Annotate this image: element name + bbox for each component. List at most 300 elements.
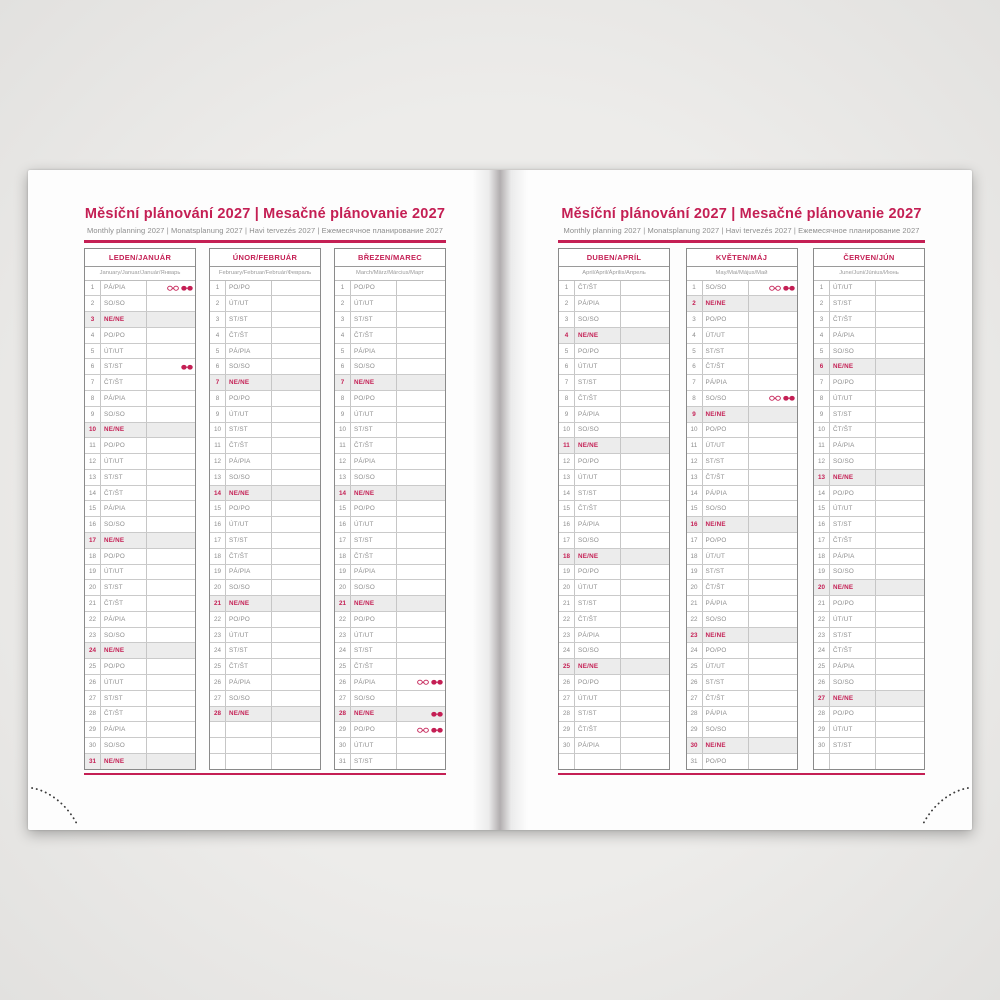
day-number: 6: [814, 359, 830, 374]
day-row: [814, 675, 924, 691]
day-row: [687, 691, 797, 707]
notes-cell: [749, 722, 797, 737]
day-row: [210, 359, 320, 375]
day-number: 23: [559, 628, 575, 643]
notes-cell: [876, 722, 924, 737]
day-number: 6: [210, 359, 226, 374]
day-row: [335, 659, 445, 675]
day-row: [559, 628, 669, 644]
notes-cell: [272, 281, 320, 296]
day-row: [210, 375, 320, 391]
day-abbrev: ST/ST: [226, 312, 272, 327]
day-number: 21: [335, 596, 351, 611]
notes-cell: [272, 501, 320, 516]
notes-cell: [621, 438, 669, 453]
month-day-grid: [210, 281, 320, 769]
day-abbrev: ČT/ŠT: [703, 691, 749, 706]
day-abbrev: ČT/ŠT: [830, 533, 876, 548]
notes-cell: [272, 738, 320, 753]
day-abbrev: ÚT/UT: [101, 454, 147, 469]
day-abbrev: [830, 754, 876, 769]
day-row: [85, 533, 195, 549]
notes-cell: [147, 533, 195, 548]
notes-cell: [749, 565, 797, 580]
day-abbrev: PÁ/PIA: [101, 722, 147, 737]
day-abbrev: ST/ST: [351, 423, 397, 438]
notes-cell: [397, 596, 445, 611]
day-number: 25: [210, 659, 226, 674]
day-abbrev: ST/ST: [101, 691, 147, 706]
notes-cell: [272, 454, 320, 469]
day-abbrev: ČT/ŠT: [226, 659, 272, 674]
notes-cell: [749, 486, 797, 501]
notes-cell: [749, 659, 797, 674]
day-number: 23: [85, 628, 101, 643]
day-abbrev: ČT/ŠT: [351, 438, 397, 453]
day-number: 17: [559, 533, 575, 548]
day-abbrev: NE/NE: [351, 486, 397, 501]
day-row: [687, 643, 797, 659]
day-row: [687, 565, 797, 581]
day-abbrev: ST/ST: [351, 643, 397, 658]
day-number: 27: [687, 691, 703, 706]
day-abbrev: SO/SO: [101, 517, 147, 532]
notes-cell: [272, 580, 320, 595]
day-abbrev: PO/PO: [226, 391, 272, 406]
notes-cell: [749, 407, 797, 422]
notes-cell: [621, 312, 669, 327]
day-abbrev: ČT/ŠT: [226, 328, 272, 343]
notes-cell: [749, 533, 797, 548]
day-abbrev: ST/ST: [575, 596, 621, 611]
day-row: [335, 344, 445, 360]
notes-cell: [876, 707, 924, 722]
day-abbrev: ČT/ŠT: [575, 722, 621, 737]
day-abbrev: SO/SO: [351, 359, 397, 374]
day-row: [814, 344, 924, 360]
day-row: [814, 659, 924, 675]
day-row: [210, 691, 320, 707]
day-abbrev: ÚT/UT: [226, 517, 272, 532]
day-row: [814, 549, 924, 565]
months-row: [84, 248, 446, 770]
day-number: 1: [814, 281, 830, 296]
notes-cell: [397, 407, 445, 422]
notes-cell: [397, 296, 445, 311]
notes-cell: [749, 549, 797, 564]
day-number: 4: [559, 328, 575, 343]
day-row: [814, 643, 924, 659]
day-number: 5: [335, 344, 351, 359]
notes-cell: [621, 486, 669, 501]
day-abbrev: ÚT/UT: [101, 565, 147, 580]
day-abbrev: NE/NE: [575, 549, 621, 564]
day-number: 22: [814, 612, 830, 627]
day-abbrev: SO/SO: [226, 580, 272, 595]
day-number: 4: [814, 328, 830, 343]
notes-cell: [621, 659, 669, 674]
day-number: 15: [559, 501, 575, 516]
notes-cell: [876, 328, 924, 343]
day-number: 22: [559, 612, 575, 627]
day-row: [335, 549, 445, 565]
notes-cell: [621, 707, 669, 722]
notes-cell: [397, 281, 445, 296]
notes-cell: [397, 359, 445, 374]
day-abbrev: ČT/ŠT: [575, 501, 621, 516]
notes-cell: [621, 549, 669, 564]
day-row: [687, 407, 797, 423]
day-abbrev: PO/PO: [226, 281, 272, 296]
notes-cell: [272, 423, 320, 438]
day-number: 3: [814, 312, 830, 327]
day-abbrev: ST/ST: [703, 675, 749, 690]
day-number: 26: [559, 675, 575, 690]
notes-cell: [621, 344, 669, 359]
day-row: [814, 596, 924, 612]
day-number: 2: [85, 296, 101, 311]
day-number: 8: [687, 391, 703, 406]
notes-cell: [272, 675, 320, 690]
day-number: 13: [687, 470, 703, 485]
month-title: ÚNOR/FEBRUÁR: [210, 249, 320, 267]
day-number: 25: [687, 659, 703, 674]
day-number: 13: [210, 470, 226, 485]
day-row: [210, 296, 320, 312]
notes-cell: [876, 580, 924, 595]
day-row: [687, 628, 797, 644]
notes-cell: [272, 375, 320, 390]
day-abbrev: PO/PO: [575, 565, 621, 580]
day-abbrev: PÁ/PIA: [575, 407, 621, 422]
day-row: [559, 675, 669, 691]
day-number: 30: [335, 738, 351, 753]
day-number: 6: [335, 359, 351, 374]
month-column-february: [209, 248, 321, 770]
right-page: [558, 170, 925, 830]
day-abbrev: ÚT/UT: [830, 391, 876, 406]
notes-cell: [621, 565, 669, 580]
day-number: 2: [210, 296, 226, 311]
day-abbrev: ÚT/UT: [226, 407, 272, 422]
corner-stitch-dots-right: [915, 778, 969, 828]
notes-cell: [621, 738, 669, 753]
day-row: [210, 659, 320, 675]
day-number: 13: [559, 470, 575, 485]
day-abbrev: ČT/ŠT: [830, 643, 876, 658]
day-number: 16: [335, 517, 351, 532]
day-number: 31: [687, 754, 703, 769]
notes-cell: [397, 628, 445, 643]
day-abbrev: ST/ST: [226, 533, 272, 548]
notes-cell: [147, 470, 195, 485]
sk-holiday-icon: [431, 727, 443, 734]
day-row: [85, 423, 195, 439]
day-row: [687, 501, 797, 517]
day-abbrev: [226, 754, 272, 769]
day-number: 27: [559, 691, 575, 706]
notes-cell: [876, 738, 924, 753]
notes-cell: [147, 407, 195, 422]
notes-cell: [621, 423, 669, 438]
notes-cell: [397, 438, 445, 453]
notes-cell: [147, 707, 195, 722]
notes-cell: [749, 454, 797, 469]
day-row: [687, 391, 797, 407]
day-number: 14: [814, 486, 830, 501]
day-abbrev: ČT/ŠT: [226, 549, 272, 564]
day-row: [335, 565, 445, 581]
day-number: 30: [85, 738, 101, 753]
day-number: 21: [559, 596, 575, 611]
day-number: 31: [335, 754, 351, 769]
day-number: 11: [85, 438, 101, 453]
day-row: [210, 707, 320, 723]
day-row: [210, 344, 320, 360]
day-row: [814, 423, 924, 439]
day-row: [85, 375, 195, 391]
day-row: [814, 328, 924, 344]
day-abbrev: PO/PO: [703, 643, 749, 658]
notes-cell: [876, 596, 924, 611]
notes-cell: [147, 596, 195, 611]
notes-cell: [147, 612, 195, 627]
day-abbrev: ST/ST: [703, 344, 749, 359]
day-number: 20: [210, 580, 226, 595]
day-number: 15: [687, 501, 703, 516]
notes-cell: [147, 722, 195, 737]
day-row: [210, 391, 320, 407]
notes-cell: [147, 754, 195, 769]
day-abbrev: ÚT/UT: [226, 628, 272, 643]
day-abbrev: ČT/ŠT: [575, 281, 621, 296]
day-abbrev: NE/NE: [703, 738, 749, 753]
notes-cell: [749, 612, 797, 627]
notes-cell: [147, 281, 195, 296]
day-row: [335, 281, 445, 297]
day-number: 2: [687, 296, 703, 311]
day-number: 17: [85, 533, 101, 548]
notes-cell: [621, 391, 669, 406]
day-row: [687, 533, 797, 549]
day-row: [210, 643, 320, 659]
notes-cell: [876, 312, 924, 327]
day-abbrev: ÚT/UT: [703, 438, 749, 453]
day-row: [85, 359, 195, 375]
notes-cell: [272, 359, 320, 374]
month-column-may: [686, 248, 798, 770]
day-row: [814, 359, 924, 375]
notes-cell: [621, 612, 669, 627]
corner-stitch-dots-left: [31, 778, 85, 828]
day-row: [210, 628, 320, 644]
day-number: 20: [687, 580, 703, 595]
day-number: 17: [814, 533, 830, 548]
notes-cell: [397, 486, 445, 501]
day-abbrev: ÚT/UT: [101, 344, 147, 359]
day-row: [210, 438, 320, 454]
notes-cell: [749, 707, 797, 722]
day-row: [687, 423, 797, 439]
day-number: 13: [85, 470, 101, 485]
day-number: 28: [85, 707, 101, 722]
day-row: [210, 454, 320, 470]
day-abbrev: NE/NE: [830, 691, 876, 706]
left-page: [84, 170, 446, 830]
day-number: 17: [335, 533, 351, 548]
day-abbrev: PO/PO: [703, 423, 749, 438]
day-number: 25: [85, 659, 101, 674]
day-abbrev: SO/SO: [830, 344, 876, 359]
day-row: [210, 565, 320, 581]
day-abbrev: SO/SO: [575, 643, 621, 658]
notes-cell: [621, 359, 669, 374]
notes-cell: [397, 659, 445, 674]
day-row: [85, 470, 195, 486]
day-abbrev: SO/SO: [226, 691, 272, 706]
day-row: [814, 628, 924, 644]
notes-cell: [621, 533, 669, 548]
day-abbrev: PÁ/PIA: [226, 565, 272, 580]
notes-cell: [749, 675, 797, 690]
day-number: 14: [210, 486, 226, 501]
notes-cell: [621, 407, 669, 422]
day-number: 28: [687, 707, 703, 722]
notes-cell: [876, 359, 924, 374]
day-abbrev: PÁ/PIA: [575, 628, 621, 643]
day-row: [559, 391, 669, 407]
day-abbrev: ST/ST: [226, 423, 272, 438]
day-abbrev: PÁ/PIA: [830, 659, 876, 674]
day-row: [335, 517, 445, 533]
day-abbrev: PÁ/PIA: [351, 344, 397, 359]
notes-cell: [397, 344, 445, 359]
day-row: [559, 565, 669, 581]
day-row: [85, 754, 195, 769]
day-number: 24: [814, 643, 830, 658]
day-abbrev: ČT/ŠT: [703, 580, 749, 595]
day-row: [335, 628, 445, 644]
day-row: [85, 612, 195, 628]
notes-cell: [397, 517, 445, 532]
day-number: 20: [559, 580, 575, 595]
day-number: 12: [687, 454, 703, 469]
day-number: 21: [85, 596, 101, 611]
notes-cell: [272, 691, 320, 706]
notes-cell: [397, 549, 445, 564]
notes-cell: [749, 359, 797, 374]
notes-cell: [272, 517, 320, 532]
month-day-grid: [559, 281, 669, 769]
day-row: [335, 738, 445, 754]
notes-cell: [272, 628, 320, 643]
day-row: [335, 754, 445, 769]
day-row: [559, 580, 669, 596]
day-row: [559, 375, 669, 391]
day-number: 1: [559, 281, 575, 296]
day-abbrev: ÚT/UT: [575, 470, 621, 485]
day-abbrev: ÚT/UT: [830, 281, 876, 296]
notes-cell: [621, 722, 669, 737]
notes-cell: [272, 565, 320, 580]
day-abbrev: ST/ST: [351, 533, 397, 548]
day-abbrev: ÚT/UT: [351, 517, 397, 532]
notes-cell: [621, 643, 669, 658]
day-row: [335, 359, 445, 375]
day-number: 26: [85, 675, 101, 690]
day-row: [814, 312, 924, 328]
day-number: 11: [814, 438, 830, 453]
day-abbrev: PO/PO: [703, 312, 749, 327]
day-row: [687, 596, 797, 612]
day-abbrev: PO/PO: [226, 501, 272, 516]
day-row: [210, 517, 320, 533]
notes-cell: [147, 580, 195, 595]
sk-holiday-icon: [181, 364, 193, 371]
day-row: [210, 501, 320, 517]
day-number: 1: [687, 281, 703, 296]
notes-cell: [397, 375, 445, 390]
day-row: [85, 281, 195, 297]
notes-cell: [397, 533, 445, 548]
top-rule: [84, 240, 446, 243]
day-row: [814, 691, 924, 707]
day-abbrev: PÁ/PIA: [226, 344, 272, 359]
day-number: 13: [814, 470, 830, 485]
day-number: 12: [559, 454, 575, 469]
day-abbrev: PÁ/PIA: [101, 501, 147, 516]
notes-cell: [876, 754, 924, 769]
day-abbrev: PO/PO: [575, 344, 621, 359]
day-abbrev: NE/NE: [575, 438, 621, 453]
day-number: 6: [85, 359, 101, 374]
sk-holiday-icon: [181, 285, 193, 292]
day-row: [559, 486, 669, 502]
day-abbrev: SO/SO: [226, 359, 272, 374]
empty-row: [210, 754, 320, 769]
month-title: KVĚTEN/MÁJ: [687, 249, 797, 267]
day-row: [335, 643, 445, 659]
day-row: [814, 296, 924, 312]
day-abbrev: ST/ST: [351, 754, 397, 769]
day-row: [559, 612, 669, 628]
day-abbrev: SO/SO: [703, 612, 749, 627]
notes-cell: [749, 391, 797, 406]
day-abbrev: ST/ST: [830, 738, 876, 753]
day-number: 26: [687, 675, 703, 690]
day-number: 29: [687, 722, 703, 737]
day-abbrev: NE/NE: [101, 643, 147, 658]
month-column-march: [334, 248, 446, 770]
day-abbrev: [575, 754, 621, 769]
day-row: [559, 312, 669, 328]
day-row: [335, 296, 445, 312]
day-number: 5: [559, 344, 575, 359]
day-number: 18: [335, 549, 351, 564]
notes-cell: [147, 501, 195, 516]
day-abbrev: SO/SO: [575, 533, 621, 548]
month-title: LEDEN/JANUÁR: [85, 249, 195, 267]
day-abbrev: NE/NE: [830, 359, 876, 374]
day-row: [85, 738, 195, 754]
notes-cell: [397, 675, 445, 690]
day-row: [687, 675, 797, 691]
day-number: 8: [559, 391, 575, 406]
day-abbrev: ČT/ŠT: [351, 328, 397, 343]
notes-cell: [272, 596, 320, 611]
cz-holiday-icon: [769, 395, 781, 402]
notes-cell: [397, 328, 445, 343]
